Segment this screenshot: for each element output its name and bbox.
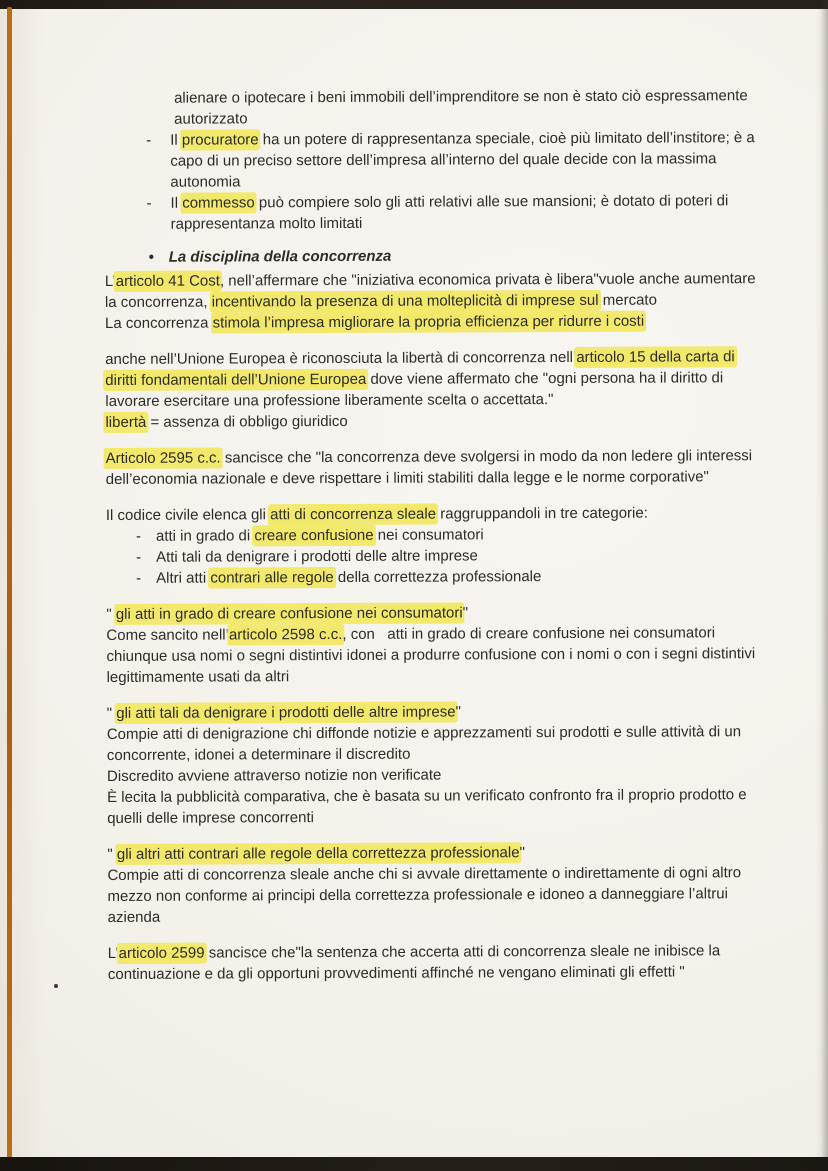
highlighted-text: incentivando la presenza di una molteplicità di imprese sul: [211, 291, 599, 311]
highlighted-text: atti di concorrenza sleale: [270, 505, 437, 524]
text-segment: Il codice civile elenca gli: [105, 506, 271, 524]
bullet-item: [106, 523, 768, 547]
text-segment: ": [106, 605, 116, 623]
highlighted-text: stimola l’impresa migliorare la propria efficienza per ridurre i costi: [212, 312, 645, 332]
bullet-item: [106, 544, 768, 568]
scan-edge-top: [0, 0, 828, 9]
text-segment: ": [519, 844, 525, 862]
highlighted-text: commesso: [182, 194, 255, 212]
text-segment: atti in grado di: [155, 527, 255, 545]
text-segment: L’: [104, 272, 116, 290]
highlighted-text: contrari alle regole: [210, 569, 334, 587]
text-segment: anche nell’Unione Europea è riconosciuta la libertà di concorrenza nell’: [105, 348, 577, 368]
highlighted-text: articolo 15 della carta di diritti fondamentali dell’Unione Europea: [105, 348, 735, 389]
text-segment: nei consumatori: [373, 526, 484, 544]
text-segment: Compie atti di denigrazione chi diffonde notizie e apprezzamenti sui prodotti e sulle attività di un concorrente, idonei a determinare il discredito: [106, 723, 742, 764]
paragraph: [107, 841, 769, 865]
paragraph: [105, 409, 767, 433]
page-spine-line: [7, 7, 12, 1159]
text-segment: alienare o ipotecare i beni immobili dell’imprenditore se non è stato ciò espressamente autorizzato: [174, 87, 748, 128]
paragraph: [106, 445, 768, 490]
text-segment: È lecita la pubblicità comparativa, che è basata su un verificato confronto fra il proprio prodotto e quelli delle imprese concorrenti: [107, 786, 747, 827]
text-segment: può compiere solo gli atti relativi alle sue mansioni; è dotato di poteri di rappresentanza molto limitati: [170, 192, 729, 233]
dash-marker: -: [146, 131, 152, 149]
text-segment: ": [462, 604, 469, 622]
paragraph: [105, 268, 767, 313]
paragraph: [107, 763, 769, 787]
scan-edge-right: [821, 0, 828, 1171]
dash-marker: -: [136, 569, 142, 587]
text-segment: La disciplina della concorrenza: [168, 247, 392, 266]
bullet-item: [106, 565, 768, 589]
text-segment: Il: [170, 194, 183, 212]
highlighted-text: creare confusione: [254, 526, 374, 545]
highlighted-text: articolo 41 Cost: [115, 272, 220, 290]
text-segment: Compie atti di concorrenza sleale anche chi si avvale direttamente o indirettamente di ogni altro mezzo non conforme ai principi della correttezza professionale e idoneo a danneggiare l’altrui azienda: [107, 864, 742, 926]
highlighted-text: libertà: [105, 413, 147, 431]
bullet-item: [104, 127, 766, 193]
text-segment: ": [455, 703, 461, 721]
bullet-item: [104, 190, 766, 235]
text-segment: ha un potere di rappresentanza speciale, cioè più limitato dell’institore; è a capo di un preciso settore dell’impresa all’interno del quale decide con la massima autonomia: [170, 129, 755, 191]
text-segment: Come sancito nell’: [106, 626, 229, 644]
highlighted-text: articolo 2598 c.c.: [228, 625, 343, 644]
text-segment: raggruppandoli in tre categorie:: [436, 504, 648, 523]
highlighted-text: gli atti tali da denigrare i prodotti delle altre imprese: [116, 703, 456, 722]
document-content: [104, 85, 770, 985]
text-segment: Altri atti: [156, 569, 211, 587]
text-segment: , con atti in grado di creare confusione nei consumatori chiunque usa nomi o segni distintivi idonei a produrre confusione con i nomi o con i segni distintivi legittimamente usati da altri: [106, 624, 756, 686]
text-segment: Discredito avviene attraverso notizie non verificate: [106, 766, 442, 785]
paragraph: [106, 601, 768, 625]
text-segment: , nell’affermare che "iniziativa economica privata è libera"vuole anche aumentare la concorrenza,: [104, 270, 756, 311]
highlighted-text: Articolo 2595 c.c.: [105, 449, 221, 467]
highlighted-text: gli atti in grado di creare confusione nei consumatori: [115, 604, 463, 623]
paragraph: [107, 721, 769, 766]
text-segment: La concorrenza: [104, 314, 213, 332]
text-segment: ": [107, 845, 117, 863]
text-segment: L’: [107, 944, 119, 962]
paragraph: [105, 346, 767, 412]
text-segment: dove viene affermato che "ogni persona ha il diritto di lavorare esercitare una professione liberamente scelta o accettata.": [105, 369, 724, 410]
paragraph: [107, 784, 769, 829]
dash-marker: -: [136, 548, 142, 566]
paragraph: [107, 700, 769, 724]
text-segment: Atti tali da denigrare i prodotti delle altre imprese: [156, 547, 478, 566]
scan-edge-bottom: [0, 1157, 828, 1171]
section-heading: [105, 244, 767, 268]
paragraph: [106, 622, 768, 688]
highlighted-text: gli altri atti contrari alle regole della correttezza professionale: [116, 844, 520, 863]
text-segment: = assenza di obbligo giuridico: [146, 412, 348, 431]
paragraph: [106, 502, 768, 526]
dash-marker: -: [146, 194, 152, 212]
highlighted-text: procuratore: [181, 131, 259, 149]
continuation-paragraph: [104, 85, 766, 130]
dash-marker: -: [135, 527, 141, 545]
text-segment: sancisce che"la sentenza che accerta atti di concorrenza sleale ne inibisce la continuazione e da gli opportuni provvedimenti affinché ne vengano eliminati gli effetti ": [107, 942, 721, 983]
text-segment: della correttezza professionale: [333, 568, 542, 587]
text-segment: sancisce che "la concorrenza deve svolgersi in modo da non ledere gli interessi dell’economia nazionale e deve rispettare i limiti stabiliti dalla legge e le norme corporative": [105, 447, 753, 488]
paragraph: [108, 940, 770, 985]
ink-dot: [54, 984, 58, 988]
paragraph: [105, 310, 767, 334]
text-segment: ": [106, 704, 117, 722]
text-segment: mercato: [598, 291, 657, 309]
bullet-marker: •: [148, 248, 155, 266]
highlighted-text: articolo 2599: [118, 944, 205, 962]
text-segment: Il: [170, 131, 182, 149]
paragraph: [107, 862, 769, 928]
